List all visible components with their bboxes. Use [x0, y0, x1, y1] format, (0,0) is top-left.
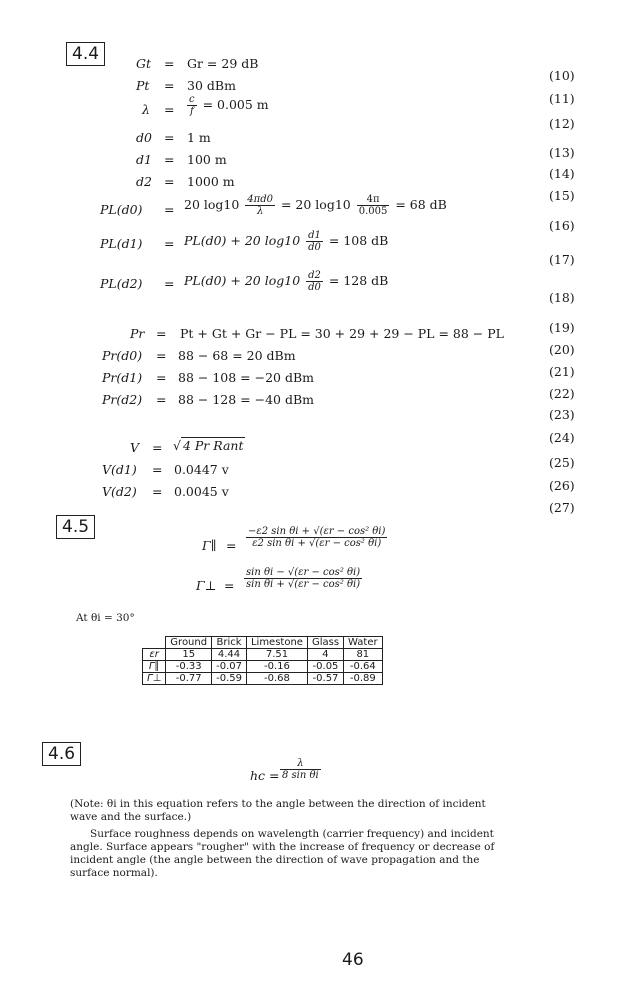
eq-lhs: Gt [136, 56, 152, 71]
table-header: Glass [307, 637, 343, 649]
eq-equals: = [164, 102, 175, 117]
critical-height-formula [278, 758, 323, 781]
eq-equals: = [156, 326, 167, 341]
table-cell: 81 [344, 649, 383, 661]
table-cell: -0.77 [166, 673, 212, 685]
eq-equals: = [164, 78, 175, 93]
eq-lhs: Pr(d0) [102, 348, 143, 363]
eq-equals: = [164, 236, 175, 251]
table-cell: Γ⊥ [143, 673, 166, 685]
eq-lhs: d2 [136, 174, 152, 189]
equation-number: (18) [549, 290, 575, 305]
table-header: Water [344, 637, 383, 649]
table-header: Ground [166, 637, 212, 649]
eq-equals: = [152, 440, 163, 455]
gamma-parallel-label: Γ∥ [202, 538, 217, 553]
section-label-4-6: 4.6 [42, 742, 81, 766]
table-cell: -0.59 [212, 673, 247, 685]
gamma-perp-label: Γ⊥ [196, 578, 217, 593]
eq-equals: = [164, 56, 175, 71]
equation-number: (19) [549, 320, 575, 335]
eq-lhs: Pr [130, 326, 145, 341]
eq-rhs: 88 − 68 = 20 dBm [178, 348, 296, 363]
eq-equals: = [164, 152, 175, 167]
equation-number: (24) [549, 430, 575, 445]
fraction: $\frac{d1}{d0}$ [308, 230, 321, 253]
page-number: 46 [342, 950, 364, 970]
gamma-parallel-formula [244, 526, 389, 549]
equation-number: (17) [549, 252, 575, 267]
equation-number: (21) [549, 364, 575, 379]
fraction: $\frac{4\pi}{0.005}$ [358, 194, 388, 217]
section-label-4-4: 4.4 [66, 42, 105, 66]
equation-number: (15) [549, 188, 575, 203]
eq-rhs: PL(d0) + 20 log10 $\frac{d1}{d0}$ = 108 dB [184, 230, 389, 253]
equation-number: (26) [549, 478, 575, 493]
eq-equals: = [164, 130, 175, 145]
equation-number: (20) [549, 342, 575, 357]
section-label-4-5: 4.5 [56, 515, 95, 539]
table-cell: -0.33 [166, 661, 212, 673]
table-cell: 4.44 [212, 649, 247, 661]
fraction: $\frac{c}{f}$ [189, 94, 195, 117]
eq-equals: = [152, 462, 163, 477]
eq-equals: = [156, 370, 167, 385]
eq-lhs: V [130, 440, 140, 455]
eq-lhs: Pt [136, 78, 150, 93]
equation-number: (14) [549, 166, 575, 181]
eq-rhs: 1000 m [187, 174, 235, 189]
eq-lhs: V(d1) [102, 462, 137, 477]
table-cell: εr [143, 649, 166, 661]
fraction: $\frac{4\pi d0}{\lambda}$ [247, 194, 273, 217]
table-cell: Γ∥ [143, 661, 166, 673]
eq-rhs: 0.0045 v [174, 484, 229, 499]
table-cell: -0.64 [344, 661, 383, 673]
eq-lhs: PL(d1) [100, 236, 143, 251]
eq-rhs: 88 − 128 = −40 dBm [178, 392, 314, 407]
eq-rhs: 100 m [187, 152, 227, 167]
eq-equals: = [224, 578, 235, 593]
equation-number: (22) [549, 386, 575, 401]
eq-rhs: $\frac{c}{f}$ = 0.005 m [189, 94, 269, 117]
eq-rhs: 0.0447 v [174, 462, 229, 477]
table-cell: -0.89 [344, 673, 383, 685]
table-row [143, 661, 383, 673]
table-row [143, 673, 383, 685]
reflection-coefficient-table [142, 636, 383, 685]
equation-number: (25) [549, 455, 575, 470]
eq-equals: = [164, 174, 175, 189]
equation-number: (27) [549, 500, 575, 515]
eq-rhs: 20 log10 $\frac{4\pi d0}{\lambda}$ = 20 log10 $\frac{4\pi}{0.005}$ = 68 dB [184, 194, 447, 217]
critical-height-label: hc = [250, 768, 280, 783]
equation-number: (11) [549, 91, 575, 106]
eq-lhs: PL(d2) [100, 276, 143, 291]
eq-equals: = [156, 348, 167, 363]
gamma-perp-formula [242, 567, 364, 590]
eq-lhs: d1 [136, 152, 152, 167]
table-cell: -0.05 [307, 661, 343, 673]
equation-number: (13) [549, 145, 575, 160]
table-cell: -0.16 [246, 661, 307, 673]
table-cell: -0.68 [246, 673, 307, 685]
table-row [143, 649, 383, 661]
table-cell: -0.57 [307, 673, 343, 685]
fraction: $\frac{d2}{d0}$ [308, 270, 321, 293]
table-header: Brick [212, 637, 247, 649]
eq-lhs: d0 [136, 130, 152, 145]
fraction: $\frac{\lambda}{\text{8 sin θi}}$ [282, 758, 319, 781]
roughness-paragraph: Surface roughness depends on wavelength (carrier frequency) and incident angle. Surface appears "rougher" with the increase of frequency or decrease of incident angle (the angle between the direction of wave propagation and the surface normal). [70, 828, 495, 879]
table-header-row [143, 637, 383, 649]
eq-lhs: PL(d0) [100, 202, 143, 217]
eq-lhs: Pr(d1) [102, 370, 143, 385]
eq-equals: = [164, 202, 175, 217]
equation-number: (10) [549, 68, 575, 83]
eq-lhs: Pr(d2) [102, 392, 143, 407]
table-cell: -0.07 [212, 661, 247, 673]
eq-rhs: Pt + Gt + Gr − PL = 30 + 29 + 29 − PL = 88 − PL [180, 326, 504, 341]
angle-condition: At θi = 30° [76, 612, 135, 624]
eq-equals: = [164, 276, 175, 291]
eq-rhs: 30 dBm [187, 78, 236, 93]
note-paragraph: (Note: θi in this equation refers to the angle between the direction of incident wave and the surface.) [70, 798, 486, 823]
eq-rhs: Gr = 29 dB [187, 56, 259, 71]
equation-number: (23) [549, 407, 575, 422]
eq-lhs: V(d2) [102, 484, 137, 499]
eq-rhs: 88 − 108 = −20 dBm [178, 370, 314, 385]
eq-rhs: 1 m [187, 130, 211, 145]
table-header: Limestone [246, 637, 307, 649]
fraction: $\frac{\text{sin θi − √(εr − cos² θi)}}{\text{sin θi + √(εr − cos² θi)}}$ [246, 567, 361, 590]
eq-equals: = [156, 392, 167, 407]
eq-equals: = [226, 538, 237, 553]
equation-number: (16) [549, 218, 575, 233]
table-header [143, 637, 166, 649]
eq-equals: = [152, 484, 163, 499]
eq-rhs: √ 4 Pr Rant [173, 438, 244, 453]
eq-lhs: λ [142, 102, 150, 117]
eq-rhs: PL(d0) + 20 log10 $\frac{d2}{d0}$ = 128 dB [184, 270, 389, 293]
equation-number: (12) [549, 116, 575, 131]
fraction: $\frac{\text{−ε2 sin θi + √(εr − cos² θi)}}{\text{ε2 sin θi + √(εr − cos² θi)}}$ [248, 526, 386, 549]
table-cell: 7.51 [246, 649, 307, 661]
table-cell: 15 [166, 649, 212, 661]
table-cell: 4 [307, 649, 343, 661]
